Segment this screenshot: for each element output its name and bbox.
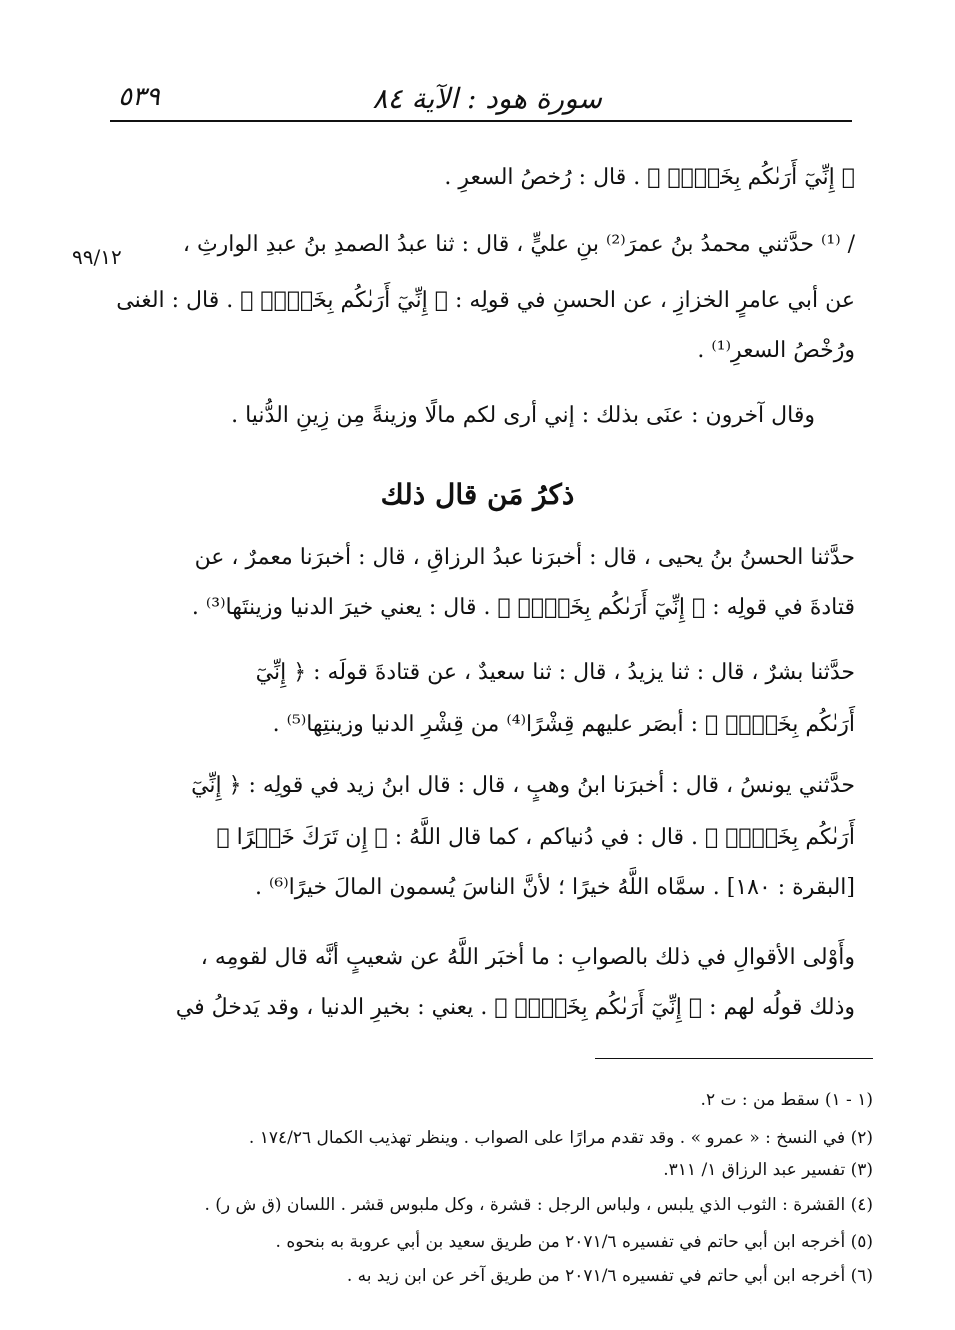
paragraph-line: أَرَىٰكُم بِخَيۡرٖ ﴾ : أبصَر عليهم قِشْرًا⁽⁴⁾ من قِشْرِ الدنيا وزينتِها⁽⁵⁾ .: [272, 712, 855, 737]
paragraph-line: حدَّثنا بشرٌ ، قال : ثنا يزيدُ ، قال : ثنا سعيدٌ ، عن قتادةَ قولَه : ﴿ إِنِّيٓ: [255, 660, 855, 685]
paragraph-line: ﴿ إِنِّيٓ أَرَىٰكُم بِخَيۡرٖ ﴾ . قال : رُخصُ السعرِ .: [444, 165, 855, 190]
page-header: [110, 82, 852, 122]
paragraph-line: حدَّثني يونسُ ، قال : أخبرَنا ابنُ وهبٍ ، قال : قال ابنُ زيد في قولِه : ﴿ إِنِّيٓ: [191, 773, 855, 798]
footnote: (٥) أخرجه ابن أبي حاتم في تفسيره ٢٠٧١/٦ من طريق سعيد بن أبي عروبة به بنحوه .: [275, 1232, 873, 1252]
paragraph-line: [البقرة : ١٨٠] . سمَّاه اللَّهُ خيرًا ؛ لأنَّ الناسَ يُسمون المالَ خيرًا⁽⁶⁾ .: [255, 875, 855, 900]
paragraph-line: / ⁽¹⁾ حدَّثني محمدُ بنُ عمرَ⁽²⁾ بنِ عليٍّ ، قال : ثنا عبدُ الصمدِ بنُ عبدِ الوارثِ ،: [182, 232, 855, 257]
footnote: (١ - ١) سقط من : ت ٢.: [700, 1090, 873, 1110]
paragraph-line: عن أبي عامرٍ الخزازِ ، عن الحسنِ في قولِه : ﴿ إِنِّيٓ أَرَىٰكُم بِخَيۡرٖ ﴾ . قال : الغنى: [116, 288, 855, 313]
footnote: (٢) في النسخ : « عمرو » . وقد تقدم مرارًا على الصواب . وينظر تهذيب الكمال ١٧٤/٢٦ .: [248, 1128, 873, 1148]
paragraph-line: حدَّثنا الحسنُ بنُ يحيى ، قال : أخبرَنا عبدُ الرزاقِ ، قال : أخبرَنا معمرٌ ، عن: [194, 545, 855, 570]
footnote: (٣) تفسير عبد الرزاق ١/ ٣١١.: [663, 1160, 873, 1180]
section-heading: ذكرُ مَن قال ذلك: [380, 478, 575, 511]
header-rule: [110, 120, 852, 122]
footnote-rule: [595, 1058, 873, 1059]
page-number: ٥٣٩: [118, 82, 160, 112]
paragraph-line: وأَوْلى الأقوالِ في ذلك بالصوابِ : ما أخبَر اللَّهُ عن شعيبٍ أنَّه قال لقومِه ،: [200, 945, 855, 970]
paragraph-line: ورُخْصُ السعرِ⁽¹⁾ .: [697, 338, 855, 363]
paragraph-line: وذلك قولُه لهم : ﴿ إِنِّيٓ أَرَىٰكُم بِخَيۡرٖ ﴾ . يعني : بخيرِ الدنيا ، وقد يَدخلُ في: [175, 995, 855, 1020]
paragraph-line: قتادةَ في قولِه : ﴿ إِنِّيٓ أَرَىٰكُم بِخَيۡرٖ ﴾ . قال : يعني خيرَ الدنيا وزينتَها⁽³⁾ .: [191, 595, 855, 620]
paragraph-line: وقال آخرون : عنَى بذلك : إني أرى لكم مالًا وزينةً مِن زِينِ الدُّنيا .: [231, 403, 815, 428]
margin-reference: ٩٩/١٢: [72, 245, 122, 269]
running-title: سورة هود : الآية ٨٤: [372, 82, 602, 115]
paragraph-line: أَرَىٰكُم بِخَيۡرٖ ﴾ . قال : في دُنياكم ، كما قال اللَّهُ : ﴿ إِن تَرَكَ خَيۡرًا ﴾: [216, 825, 855, 850]
footnote: (٤) القشرة : الثوب الذي يلبس ، ولباس الرجل : قشرة ، وكل ملبوس قشر . اللسان (ق ش ر) .: [204, 1195, 873, 1215]
footnote: (٦) أخرجه ابن أبي حاتم في تفسيره ٢٠٧١/٦ من طريق آخر عن ابن زيد به .: [346, 1266, 873, 1286]
